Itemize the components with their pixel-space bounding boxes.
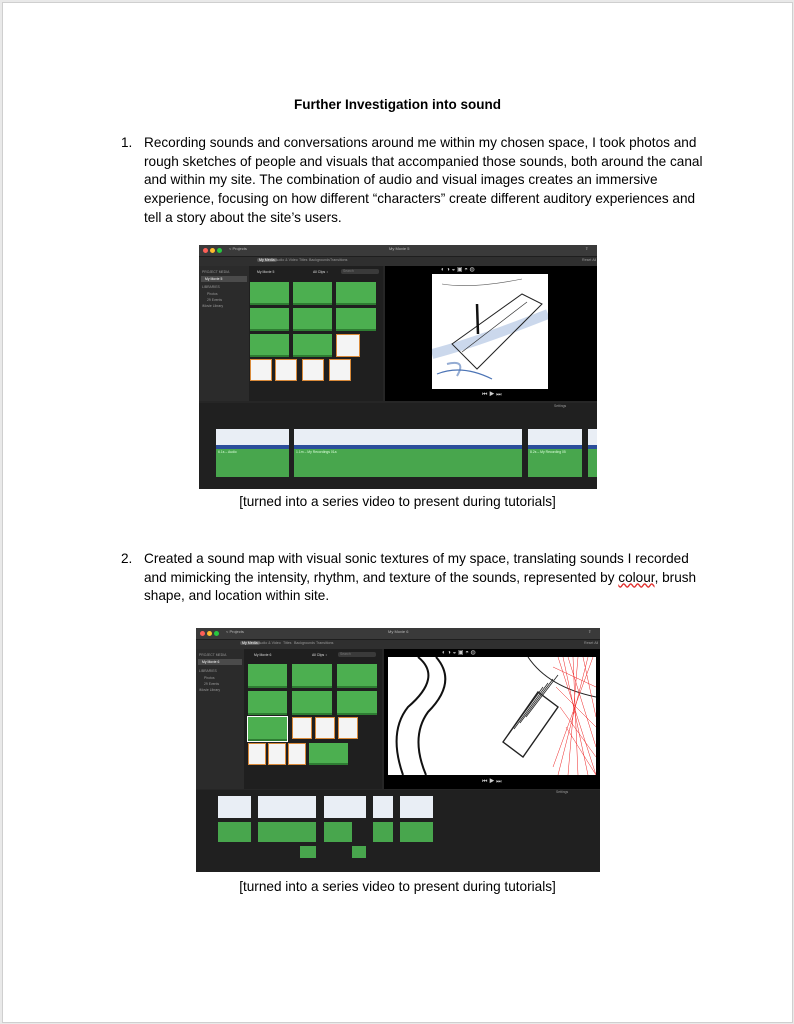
timeline [199, 403, 597, 489]
settings-button[interactable]: Settings [554, 404, 567, 408]
audio-clip[interactable] [293, 334, 332, 357]
sketch-thumbnail[interactable] [315, 717, 335, 739]
audio-clip-selected[interactable] [248, 717, 287, 741]
caption-1: [turned into a series video to present during tutorials] [239, 494, 556, 509]
media-browser [244, 649, 382, 789]
sketch-thumbnail[interactable] [275, 359, 297, 381]
timeline [196, 790, 600, 872]
audio-clip[interactable] [337, 664, 377, 688]
timeline-audio-clip[interactable] [300, 846, 316, 858]
timeline-video-clip[interactable] [258, 796, 316, 818]
list-item-text: Created a sound map with visual sonic textures of my space, translating sounds I recorded and mimicking the intensity, rhythm, and texture of the sounds, represented by colour, brush shape, and location within site. [144, 551, 697, 604]
tab-backgrounds[interactable]: Backgrounds [294, 641, 315, 645]
sonic-texture-sketch [388, 657, 596, 775]
browser-title: My Movie 5 [257, 270, 275, 274]
tab-transitions[interactable]: Transitions [330, 258, 348, 262]
tab-audio-video[interactable]: Audio & Video [258, 641, 281, 645]
sidebar-heading: PROJECT MEDIA [202, 270, 230, 274]
audio-clip[interactable] [250, 282, 289, 305]
browser-title: My Movie 6 [254, 653, 272, 657]
media-toolbar [196, 640, 600, 649]
media-browser [249, 266, 383, 401]
sidebar-item-photos[interactable]: Photos [207, 292, 218, 296]
timeline-video-clip[interactable] [324, 796, 366, 818]
reset-all-button[interactable]: Reset All [582, 258, 597, 262]
sketch-thumbnail[interactable] [250, 359, 272, 381]
tab-audio-video[interactable]: Audio & Video [275, 258, 298, 262]
sidebar-item-events[interactable]: 29 Events [204, 682, 220, 686]
timeline-audio-clip[interactable] [373, 822, 393, 842]
window-title: My Movie 6 [388, 629, 409, 634]
list-number: 1. [121, 135, 133, 150]
list-number: 2. [121, 551, 133, 566]
sidebar-item-photos[interactable]: Photos [204, 676, 215, 680]
timeline-video-clip[interactable] [294, 429, 522, 445]
color-balance-icon[interactable]: ◐ ◑ ◒ ▣ ◓ ◍ [441, 267, 475, 273]
sidebar-heading: LIBRARIES [202, 285, 220, 289]
caption-2: [turned into a series video to present during tutorials] [239, 879, 556, 894]
timeline-video-clip[interactable] [588, 429, 597, 445]
sidebar-item-library[interactable]: iMovie Library [202, 304, 224, 308]
timeline-audio-clip[interactable] [352, 846, 366, 858]
audio-clip[interactable] [292, 691, 332, 715]
close-icon[interactable] [203, 248, 208, 253]
timeline-audio-clip[interactable]: 1.1m – My Recordings 01a [294, 449, 522, 477]
minimize-icon[interactable] [210, 248, 215, 253]
tab-my-media[interactable]: My Media [242, 641, 258, 645]
minimize-icon[interactable] [207, 631, 212, 636]
zoom-icon[interactable] [214, 631, 219, 636]
sketch-thumbnail[interactable] [329, 359, 351, 381]
media-toolbar [199, 257, 597, 266]
audio-clip[interactable] [293, 282, 332, 305]
sidebar-heading: PROJECT MEDIA [199, 653, 227, 657]
playback-controls-icon[interactable]: ⏮ ▶ ⏭ [482, 392, 502, 398]
spellcheck-flagged-word: colour [618, 569, 655, 585]
sketch-thumbnail[interactable] [288, 743, 306, 765]
clip-filter-dropdown[interactable]: All Clips ↕ [313, 270, 328, 274]
timeline-audio-clip[interactable] [588, 449, 597, 477]
imovie-screenshot-1 [199, 245, 597, 489]
audio-clip[interactable] [248, 691, 287, 715]
timeline-video-clip[interactable] [218, 796, 251, 818]
video-viewer [384, 649, 600, 789]
sidebar-item-library[interactable]: iMovie Library [199, 688, 221, 692]
list-item-text: Recording sounds and conversations around me within my chosen space, I took photos and rough sketches of people and visuals that accompanied those sounds, both around the canal and within my site. The combination of audio and visual images creates an immersive experience, focusing on how different “characters” create different auditory experiences and tell a story about the site’s users. [144, 135, 703, 225]
share-icon[interactable]: ⇪ [585, 246, 589, 251]
audio-clip[interactable] [250, 308, 289, 331]
sketch-thumbnail[interactable] [302, 359, 324, 381]
boat-sketch-drawing [432, 274, 548, 389]
timeline-audio-clip[interactable] [218, 822, 251, 842]
audio-clip[interactable] [309, 743, 348, 765]
audio-clip[interactable] [336, 308, 376, 331]
color-balance-icon[interactable]: ◐ ◑ ◒ ▣ ◓ ◍ [442, 650, 476, 656]
sketch-thumbnail[interactable] [338, 717, 358, 739]
sketch-thumbnail[interactable] [268, 743, 286, 765]
settings-button[interactable]: Settings [556, 790, 569, 794]
sidebar-item-events[interactable]: 29 Events [207, 298, 223, 302]
boat-sketch-image [432, 274, 548, 389]
video-viewer [385, 266, 597, 401]
document-page [2, 2, 793, 1023]
sonic-texture-drawing [388, 657, 596, 775]
audio-clip[interactable] [337, 691, 377, 715]
share-icon[interactable]: ⇪ [588, 629, 592, 634]
window-title: My Movie 5 [389, 246, 410, 251]
close-icon[interactable] [200, 631, 205, 636]
sketch-thumbnail[interactable] [292, 717, 312, 739]
audio-clip[interactable] [292, 664, 332, 688]
sidebar [196, 649, 244, 789]
timeline-audio-clip[interactable] [324, 822, 352, 842]
search-input[interactable]: Search [338, 652, 376, 657]
tab-transitions[interactable]: Transitions [316, 641, 334, 645]
playback-controls-icon[interactable]: ⏮ ▶ ⏭ [482, 779, 502, 785]
timeline-audio-clip[interactable] [400, 822, 433, 842]
timeline-audio-clip[interactable]: 8.2s – My Recording 05 [528, 449, 582, 477]
sidebar-item-project[interactable]: My Movie 5 [201, 276, 247, 282]
sketch-thumbnail[interactable] [248, 743, 266, 765]
tab-titles[interactable]: Titles [299, 258, 308, 262]
page-title: Further Investigation into sound [294, 97, 501, 112]
audio-clip[interactable] [248, 664, 287, 688]
window-titlebar [196, 628, 600, 640]
reset-all-button[interactable]: Reset All [584, 641, 599, 645]
imovie-screenshot-2 [196, 628, 600, 872]
audio-clip[interactable] [250, 334, 289, 357]
projects-back-button[interactable]: < Projects [229, 246, 247, 251]
audio-clip[interactable] [336, 282, 376, 305]
timeline-audio-clip[interactable] [258, 822, 316, 842]
projects-back-button[interactable]: < Projects [226, 629, 244, 634]
timeline-audio-clip[interactable]: 6.1s – Audio [216, 449, 289, 477]
timeline-video-clip[interactable] [528, 429, 582, 445]
clip-filter-dropdown[interactable]: All Clips ↕ [312, 653, 327, 657]
sidebar-heading: LIBRARIES [199, 669, 217, 673]
tab-backgrounds[interactable]: Backgrounds [309, 258, 330, 262]
audio-clip[interactable] [293, 308, 332, 331]
timeline-video-clip[interactable] [216, 429, 289, 445]
list-item-2 [121, 550, 711, 606]
timeline-video-clip[interactable] [373, 796, 393, 818]
tab-titles[interactable]: Titles [283, 641, 292, 645]
list-item-1 [121, 134, 711, 228]
timeline-video-clip[interactable] [400, 796, 433, 818]
window-titlebar [199, 245, 597, 257]
sketch-thumbnail[interactable] [336, 334, 360, 357]
zoom-icon[interactable] [217, 248, 222, 253]
search-input[interactable]: Search [341, 269, 379, 274]
sidebar-item-project[interactable]: My Movie 6 [198, 659, 242, 665]
tab-my-media[interactable]: My Media [259, 258, 275, 262]
sidebar [199, 266, 249, 401]
